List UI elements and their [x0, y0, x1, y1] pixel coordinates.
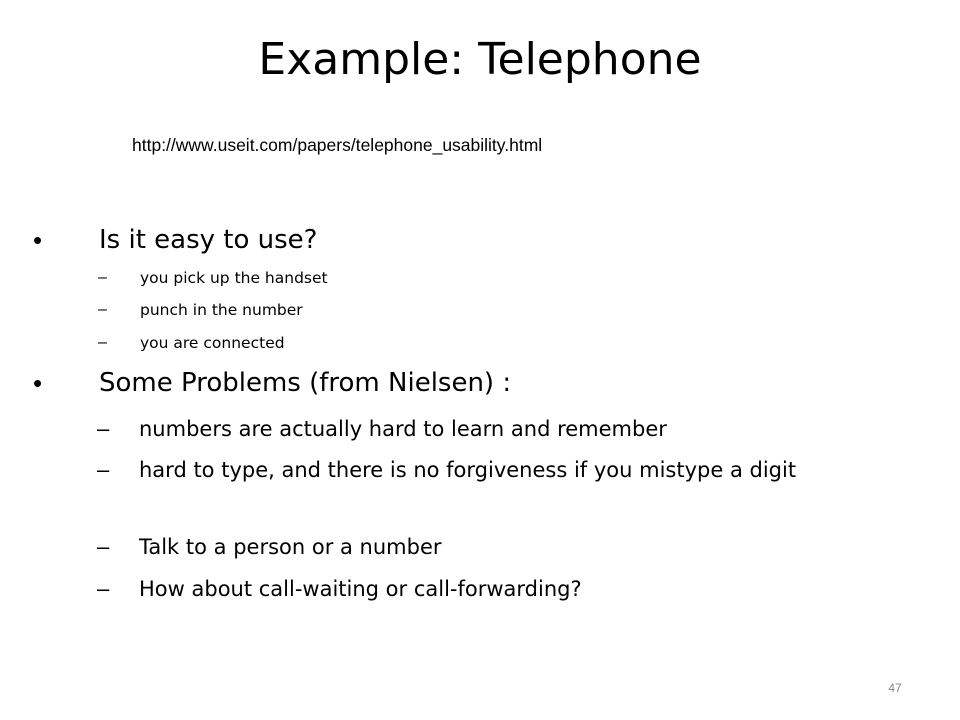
dash-icon: –: [98, 334, 107, 351]
dash-icon: –: [97, 416, 110, 441]
section-heading: Some Problems (from Nielsen) :: [99, 368, 512, 398]
dash-icon: –: [98, 269, 107, 286]
sub-bullet-text: punch in the number: [140, 301, 303, 319]
source-url: http://www.useit.com/papers/telephone_usability.html: [132, 135, 543, 155]
sub-bullet-text: hard to type, and there is no forgiveness if you mistype a digit: [139, 458, 797, 482]
sub-bullet-text: How about call-waiting or call-forwarding?: [139, 577, 582, 601]
bullet-icon: •: [33, 368, 43, 398]
sub-bullet-text: you pick up the handset: [140, 269, 328, 287]
sub-bullet-text: numbers are actually hard to learn and remember: [139, 417, 667, 441]
dash-icon: –: [97, 457, 110, 482]
sub-bullet-text: Talk to a person or a number: [139, 535, 442, 559]
section-heading: Is it easy to use?: [99, 225, 318, 255]
page-number: 47: [888, 681, 902, 695]
dash-icon: –: [97, 534, 110, 559]
dash-icon: –: [98, 301, 107, 318]
dash-icon: –: [97, 576, 110, 601]
slide-title: Example: Telephone: [258, 34, 702, 85]
sub-bullet-text: you are connected: [140, 334, 285, 352]
bullet-icon: •: [33, 225, 43, 255]
